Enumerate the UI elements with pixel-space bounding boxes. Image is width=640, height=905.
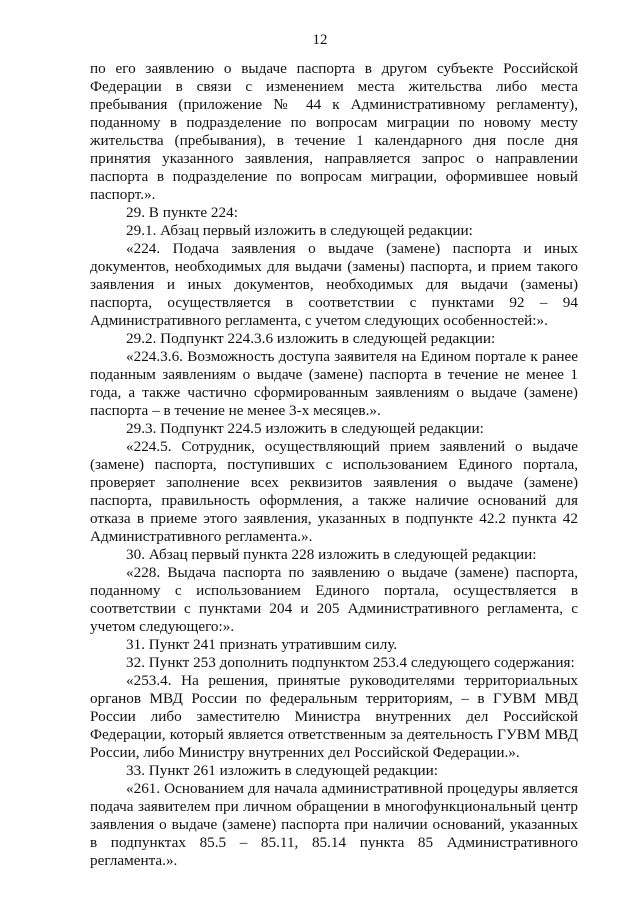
paragraph-item-29-2: 29.2. Подпункт 224.3.6 изложить в следующей редакции: [126, 330, 496, 347]
paragraph-item-29-1: 29.1. Абзац первый изложить в следующей редакции: [126, 222, 473, 239]
paragraph-quote-261: «261. Основанием для начала административной процедуры является подача заявителем при личном обращении в многофункциональный центр заявления о выдаче (замене) паспорта при наличии оснований, указанных в подпунктах 85.5 – 85.11, 85.14 пункта 85 Административного регламента.». [90, 780, 578, 869]
paragraph-item-32: 32. Пункт 253 дополнить подпунктом 253.4 следующего содержания: [126, 654, 575, 671]
paragraph-item-31: 31. Пункт 241 признать утратившим силу. [126, 636, 398, 653]
paragraph-quote-224-3-6: «224.3.6. Возможность доступа заявителя на Едином портале к ранее поданным заявлениям о выдаче (замене) паспорта в течение не менее 1 года, а также частично сформированным заявлениям о выдаче (замене) паспорта – в течение не менее 3-х месяцев.». [90, 348, 578, 419]
paragraph-item-29: 29. В пункте 224: [126, 204, 238, 221]
paragraph-quote-228: «228. Выдача паспорта по заявлению о выдаче (замене) паспорта, поданному с использованием Единого портала, осуществляется в соответствии с пунктами 204 и 205 Административного регламента, с учетом следующего:». [90, 564, 578, 635]
paragraph-item-30: 30. Абзац первый пункта 228 изложить в следующей редакции: [126, 546, 537, 563]
page-number: 12 [312, 32, 328, 48]
document-body [90, 60, 578, 870]
paragraph-quote-224-5: «224.5. Сотрудник, осуществляющий прием заявлений о выдаче (замене) паспорта, поступивших с использованием Единого портала, проверяет заполнение всех реквизитов заявления о выдаче (замене) паспорта, правильность оформления, а также наличие оснований для отказа в приеме этого заявления, указанных в подпункте 42.2 пункта 42 Административного регламента.». [90, 438, 578, 545]
paragraph-item-29-3: 29.3. Подпункт 224.5 изложить в следующей редакции: [126, 420, 484, 437]
paragraph-quote-224: «224. Подача заявления о выдаче (замене) паспорта и иных документов, необходимых для выдачи (замены) паспорта, и прием такого заявления и иных документов, необходимых для выдачи (замены) паспорта, осуществляется в соответствии с пунктами 92 – 94 Административного регламента, с учетом следующих особенностей:». [90, 240, 578, 329]
paragraph-quote-253-4: «253.4. На решения, принятые руководителями территориальных органов МВД России по федеральным территориям, – в ГУВМ МВД России либо заместителю Министра внутренних дел Российской Федерации, который является ответственным за деятельность ГУВМ МВД России, либо Министру внутренних дел Российской Федерации.». [90, 672, 578, 761]
paragraph-item-33: 33. Пункт 261 изложить в следующей редакции: [126, 762, 439, 779]
paragraph-continuation: по его заявлению о выдаче паспорта в другом субъекте Российской Федерации в связи с изменением места жительства либо места пребывания (приложение № 44 к Административному регламенту), поданному в подразделение по вопросам миграции по новому месту жительства (пребывания), в течение 1 календарного дня после дня принятия указанного заявления, направляется запрос о направлении паспорта в подразделение по вопросам миграции, оформившее новый паспорт.». [90, 60, 578, 203]
